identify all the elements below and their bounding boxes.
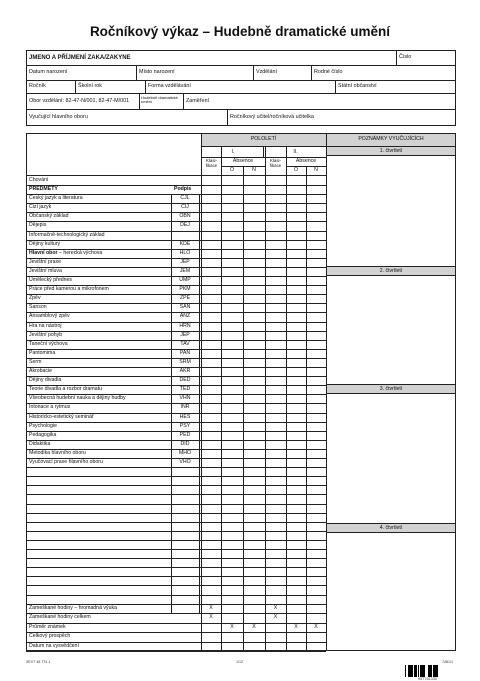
subject-code: JEP [180, 258, 190, 265]
x-mark: X [314, 623, 318, 630]
subject-name: Český jazyk a literatura [29, 195, 83, 202]
subject-name: Teorie divadla a rozbor dramatu [29, 386, 102, 393]
x-mark: X [252, 623, 256, 630]
subjects-header: PŘEDMĚTY [29, 186, 58, 192]
subject-code: TAV [180, 340, 190, 347]
absence-1-excused: O [229, 167, 235, 173]
absence-2-excused: O [293, 167, 299, 173]
subject-code: PAN [179, 349, 191, 356]
subject-code: UMP [179, 277, 191, 283]
classification-1-label: Klasi- fikace [205, 158, 218, 168]
subject-name: Intonace a rytmus [29, 404, 71, 411]
x-mark: X [273, 605, 278, 611]
subject-code: ANZ [179, 313, 191, 320]
subject-code: PED [179, 431, 191, 438]
x-mark: X [294, 623, 298, 630]
field-of-study-label: Obor vzdělání: 82-47-N/001, 82-47-M/001 [29, 98, 130, 104]
subject-name: Taneční výchova [29, 340, 68, 347]
subject-name-detail: – herecká výchova [57, 249, 103, 256]
specialization-label: Zaměření [186, 98, 210, 104]
subject-name: Ansamblový zpěv [29, 313, 70, 320]
quarter-label: 3. čtvrtletí [379, 386, 403, 392]
subject-code: VHN [179, 395, 191, 402]
class-teacher-label: Ročníkový učitel/ročníková učitelka [230, 114, 314, 120]
x-mark: X [209, 605, 213, 611]
subject-name: Informačně-technologický základ [29, 231, 105, 238]
subject-name: Metodika hlavního oboru [29, 449, 86, 456]
subject-name: Zpěv [29, 295, 41, 302]
subject-code: HES [179, 413, 191, 420]
subject-name: Šanson [29, 304, 47, 311]
subject-name: Občanský základ [29, 213, 69, 220]
semester-1-label: I. [231, 149, 235, 155]
summary-label: Celkový prospěch [29, 633, 71, 640]
x-mark: X [230, 623, 234, 630]
subject-code: DEJ [180, 222, 190, 229]
subject-name: Akrobacie [29, 368, 53, 374]
subject-code: KDE [179, 240, 191, 247]
quarter-label: 1. čtvrtletí [379, 148, 403, 154]
birth-place-label: Místo narození [139, 69, 175, 75]
subject-code: HRN [179, 322, 191, 329]
summary-label: Průměr známek [29, 623, 66, 630]
subject-code: HLO [179, 249, 191, 256]
subject-code: MHO [178, 449, 192, 456]
subject-code: JEM [179, 267, 191, 274]
subject-code: ZPE [179, 295, 191, 302]
subject-code: DID [180, 440, 190, 447]
subject-name: Umělecký přednes [29, 277, 72, 283]
education-label: Vzdělání [256, 69, 277, 75]
subject-name: Psychologie [29, 422, 57, 429]
notes-header: POZNÁMKY VYUČUJÍCÍCH [358, 136, 424, 142]
subject-name: Jevištní pohyb [29, 331, 63, 338]
student-name-label: JMENO A PŘÍJMENÍ ZAKA/ZAKYNE [29, 55, 131, 61]
barcode-image [405, 665, 455, 677]
absence-2-unexcused: N [314, 167, 318, 173]
citizenship-label: Státní občanství [338, 83, 377, 89]
subject-name [29, 251, 102, 256]
number-label: Číslo [399, 54, 412, 60]
classification-2-label: Klasi- fikace [269, 158, 282, 168]
page-title: Ročníkový výkaz – Hudebně dramatické umění [89, 24, 391, 39]
subject-name: Hra na nástroj [29, 322, 62, 329]
subject-name: Jevištní praxe [29, 258, 62, 265]
subject-name: Pedagogika [29, 431, 57, 438]
main-teacher-label: Vyučující hlavního oboru [29, 114, 88, 120]
subject-name: Dějepis [29, 222, 47, 229]
subject-code: JEP [180, 331, 190, 338]
subject-name: Dějiny divadla [29, 377, 62, 384]
subject-name: Historicko-estetický seminář [29, 413, 94, 420]
birth-number-label: Rodné číslo [314, 69, 343, 75]
subject-name: Šerm [29, 358, 42, 365]
summary-label: Zameškané hodiny – hromadná výuka [29, 605, 117, 611]
subject-code: TED [179, 386, 191, 393]
subject-name: Dějiny kultury [29, 240, 61, 247]
subject-code: CIJ [181, 204, 189, 211]
subject-code: CJL [180, 195, 190, 202]
footer-form-code: SEVT 48 774 1 [26, 660, 51, 664]
quarter-label: 2. čtvrtletí [379, 268, 403, 274]
absence-2-label: Absence [295, 158, 317, 164]
pololeti-header: POLOLETÍ [250, 136, 277, 142]
school-year-label: Školní rok [78, 83, 102, 89]
footer-ref: 7481/1 [442, 660, 453, 664]
subject-name: Vyučovací praxe hlavního oboru [29, 459, 103, 465]
absence-1-unexcused: N [252, 167, 256, 173]
subject-code: SAN [179, 304, 191, 311]
barcode-number: 957761330 [418, 677, 438, 681]
subject-code: OBN [179, 213, 191, 220]
absence-1-label: Absence [232, 158, 254, 164]
subject-code: PSY [179, 422, 191, 429]
subject-code: AKR [179, 368, 191, 374]
subject-name: Cizí jazyk [29, 204, 52, 211]
x-mark: X [209, 614, 213, 621]
subject-name: Didaktika [29, 440, 51, 447]
summary-label: Datum na vysvědčení [29, 642, 79, 649]
subject-name: Jevištní mluva [29, 267, 62, 274]
subject-name: Všeobecná hudební nauka a dějiny hudby [29, 395, 126, 402]
subject-name: Práce před kamerou a mikrofonem [29, 286, 109, 293]
subject-code: PKM [179, 286, 191, 293]
grade-label: Ročník [29, 83, 46, 89]
quarter-label: 4. čtvrtletí [379, 525, 403, 531]
summary-label: Zameškané hodiny celkem [29, 614, 91, 621]
semester-2-label: II. [293, 149, 298, 155]
birth-date-label: Datum narození [29, 69, 68, 75]
barcode-bar [437, 665, 438, 677]
subject-name: Pantomima [29, 349, 56, 356]
signature-header: Podpis [174, 186, 192, 192]
subject-code: INR [180, 404, 190, 411]
study-form-label: Forma vzdělávání [148, 83, 191, 89]
footer-page: 1/12 [236, 660, 243, 664]
x-mark: X [273, 614, 278, 621]
art-field-label: Hudebně dramatické umění [141, 95, 178, 105]
subject-code: SRM [179, 358, 191, 365]
subject-name-main: Hlavní obor [29, 249, 58, 256]
behaviour-label: Chování [29, 177, 49, 183]
subject-code: DED [179, 377, 191, 384]
subject-code: VHO [179, 459, 191, 465]
